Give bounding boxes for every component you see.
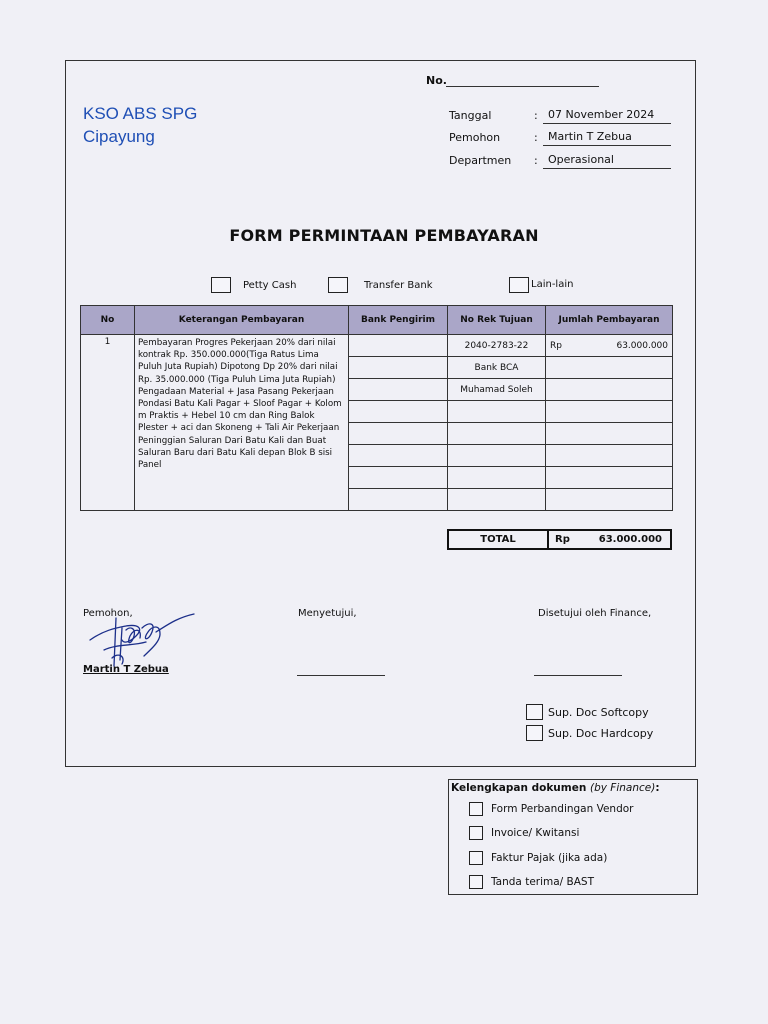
kelengkapan-title-suffix: : [655,782,660,794]
petty-cash-checkbox[interactable] [211,277,231,293]
doc-item-checkbox[interactable] [469,875,483,889]
rek-cell-bank[interactable]: Bank BCA [448,357,546,379]
header-bank-pengirim: Bank Pengirim [349,306,448,335]
amount-cell[interactable] [546,423,673,445]
bank-pengirim-cell[interactable] [349,423,448,445]
payment-items-table [80,305,673,511]
amount-cell[interactable] [546,357,673,379]
header-jumlah: Jumlah Pembayaran [546,306,673,335]
total-label: TOTAL [449,531,549,548]
pemohon-sign-label: Pemohon, [83,608,133,619]
bank-pengirim-cell[interactable] [349,335,448,357]
total-currency: Rp [555,534,570,545]
amount-cell[interactable] [546,489,673,511]
form-title: FORM PERMINTAAN PEMBAYARAN [229,226,539,245]
bank-pengirim-cell[interactable] [349,489,448,511]
departmen-colon: : [534,154,538,167]
pemohon-colon: : [534,131,538,144]
header-no: No [81,306,135,335]
form-number-field[interactable] [446,86,599,87]
petty-cash-label: Petty Cash [243,280,297,291]
doc-item-label: Invoice/ Kwitansi [491,827,580,839]
bank-pengirim-cell[interactable] [349,379,448,401]
doc-item[interactable] [469,875,594,889]
bank-pengirim-cell[interactable] [349,357,448,379]
rek-cell[interactable] [448,423,546,445]
rek-cell-account[interactable]: 2040-2783-22 [448,335,546,357]
company-name-line1: KSO ABS SPG [83,104,198,123]
departmen-field[interactable]: Operasional [543,153,671,169]
table-row [81,335,673,357]
amount-cell[interactable] [546,379,673,401]
pemohon-label: Pemohon [449,131,501,144]
table-header-row [81,306,673,335]
transfer-bank-checkbox[interactable] [328,277,348,293]
form-number-label: No. [426,74,447,87]
amount-cell[interactable] [546,467,673,489]
doc-item-label: Tanda terima/ BAST [491,876,595,888]
doc-item[interactable] [469,802,634,816]
row-number: 1 [81,335,135,511]
softcopy-label: Sup. Doc Softcopy [548,705,649,719]
doc-item-checkbox[interactable] [469,802,483,816]
bank-pengirim-cell[interactable] [349,445,448,467]
total-box [447,529,672,550]
hardcopy-label: Sup. Doc Hardcopy [548,726,654,740]
sup-doc-hardcopy[interactable] [526,725,653,741]
amount-cell[interactable] [546,445,673,467]
pemohon-sign-name: Martin T Zebua [83,664,169,675]
rek-cell[interactable] [448,445,546,467]
company-name-line2: Cipayung [83,127,155,146]
total-amount[interactable] [549,531,670,548]
header-keterangan: Keterangan Pembayaran [135,306,349,335]
total-value: 63.000.000 [598,534,662,545]
amount-value: 63.000.000 [616,340,668,351]
sup-doc-softcopy[interactable] [526,704,649,720]
amount-currency: Rp [550,340,562,351]
finance-label: Disetujui oleh Finance, [538,608,652,619]
doc-item-label: Faktur Pajak (jika ada) [491,852,608,864]
menyetujui-sign-line[interactable] [297,675,385,676]
lain-lain-checkbox[interactable] [509,277,529,293]
doc-item-checkbox[interactable] [469,851,483,865]
row-description[interactable]: Pembayaran Progres Pekerjaan 20% dari nilai kontrak Rp. 350.000.000(Tiga Ratus Lima Puluh Juta Rupiah) Dipotong Dp 20% dari nilai Rp. 35.000.000 (Tiga Puluh Lima Juta Rupiah) Pengadaan Material + Jasa Pasang Pekerjaan Pondasi Batu Kali Pagar + Sloof Pagar + Kolom m Praktis + Hebel 10 cm dan Ring Balok Plester + aci dan Skoneng + Tali Air Pekerjaan Peninggian Saluran Dari Batu Kali dan Buat Saluran Baru dari Batu Kali depan Blok B sisi Panel [135,335,349,511]
doc-item[interactable] [469,851,607,865]
bank-pengirim-cell[interactable] [349,467,448,489]
softcopy-checkbox[interactable] [526,704,543,720]
menyetujui-label: Menyetujui, [298,608,357,619]
doc-item-label: Form Perbandingan Vendor [491,803,634,815]
kelengkapan-title-text: Kelengkapan dokumen [451,782,587,794]
amount-cell[interactable] [546,401,673,423]
bank-pengirim-cell[interactable] [349,401,448,423]
kelengkapan-title-note: (by Finance) [589,782,656,794]
rek-cell[interactable] [448,489,546,511]
kelengkapan-title [451,782,660,794]
doc-item[interactable] [469,826,579,840]
header-no-rek: No Rek Tujuan [448,306,546,335]
hardcopy-checkbox[interactable] [526,725,543,741]
tanggal-field[interactable]: 07 November 2024 [543,108,671,124]
pemohon-field[interactable]: Martin T Zebua [543,130,671,146]
tanggal-label: Tanggal [449,109,492,122]
finance-sign-line[interactable] [534,675,622,676]
kelengkapan-dokumen-box [448,779,698,895]
rek-cell[interactable] [448,401,546,423]
amount-cell[interactable] [546,335,673,357]
doc-item-checkbox[interactable] [469,826,483,840]
rek-cell[interactable] [448,467,546,489]
departmen-label: Departmen [449,154,512,167]
tanggal-colon: : [534,109,538,122]
lain-lain-label: Lain-lain [531,279,574,290]
rek-cell-name[interactable]: Muhamad Soleh [448,379,546,401]
transfer-bank-label: Transfer Bank [364,280,433,291]
